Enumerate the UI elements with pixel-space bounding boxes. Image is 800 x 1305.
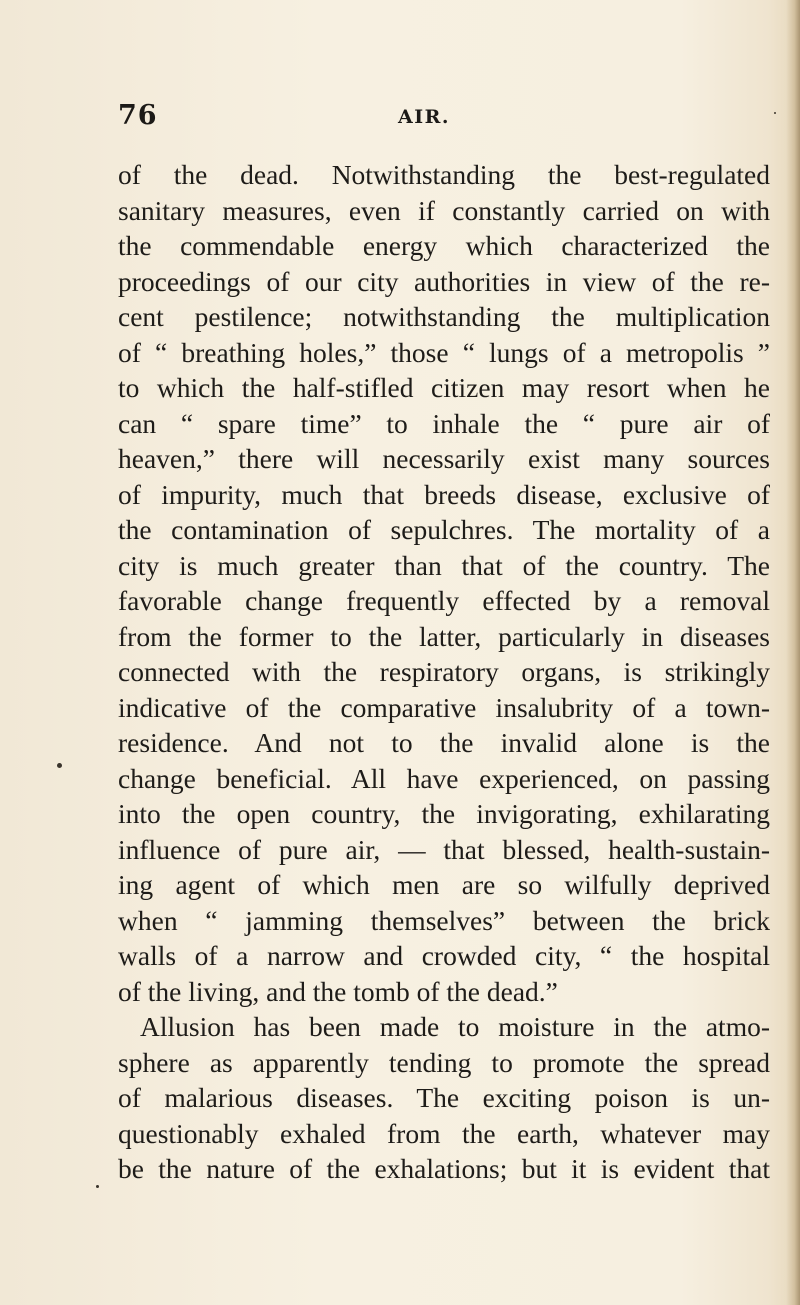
text-line: indicative of the comparative insalubrity of a town- <box>118 691 770 723</box>
ink-speck <box>774 112 776 114</box>
text-line: from the former to the latter, particularly in diseases <box>118 620 770 652</box>
text-line: of the dead. Notwithstanding the best-regulated <box>118 159 770 190</box>
text-line: of malarious diseases. The exciting poison is un- <box>118 1082 770 1113</box>
text-line: residence. And not to the invalid alone is the <box>118 727 770 758</box>
text-line: change beneficial. All have experienced, on passing <box>118 762 770 794</box>
text-line: to which the half-stifled citizen may resort when he <box>118 372 770 403</box>
page-header <box>118 100 758 140</box>
text-line: the commendable energy which characterized the <box>118 230 770 261</box>
text-line: be the nature of the exhalations; but it is evident that <box>118 1153 770 1184</box>
text-line: of impurity, much that breeds disease, exclusive of <box>118 478 770 510</box>
text-line: the contamination of sepulchres. The mortality of a <box>118 514 770 545</box>
text-line: sphere as apparently tending to promote the spread <box>118 1046 770 1078</box>
text-line: city is much greater than that of the country. The <box>118 549 770 581</box>
body-text <box>118 157 770 1187</box>
text-line: of the living, and the tomb of the dead.” <box>118 975 558 1007</box>
text-line: into the open country, the invigorating, exhilarating <box>118 798 770 829</box>
text-line: questionably exhaled from the earth, whatever may <box>118 1117 770 1149</box>
text-line: cent pestilence; notwithstanding the multiplication <box>118 301 770 332</box>
text-line: can “ spare time” to inhale the “ pure air of <box>118 407 770 439</box>
text-line: sanitary measures, even if constantly carried on with <box>118 194 770 226</box>
ink-speck <box>57 763 62 768</box>
text-line: of “ breathing holes,” those “ lungs of a metropolis ” <box>118 336 770 368</box>
page-number: 76 <box>118 100 158 131</box>
text-line: connected with the respiratory organs, is strikingly <box>118 656 770 687</box>
running-title: AIR. <box>398 106 451 128</box>
text-line: proceedings of our city authorities in view of the re- <box>118 265 770 297</box>
text-line: Allusion has been made to moisture in the atmo- <box>140 1011 770 1042</box>
text-line: influence of pure air, — that blessed, health-sustain- <box>118 833 770 865</box>
text-line: favorable change frequently effected by a removal <box>118 585 770 616</box>
text-line: ing agent of which men are so wilfully deprived <box>118 869 770 900</box>
page-edge-shadow <box>786 0 800 1305</box>
text-line: when “ jamming themselves” between the brick <box>118 904 770 936</box>
text-line: walls of a narrow and crowded city, “ the hospital <box>118 940 770 971</box>
text-line: heaven,” there will necessarily exist many sources <box>118 443 770 474</box>
ink-speck <box>96 1185 99 1188</box>
